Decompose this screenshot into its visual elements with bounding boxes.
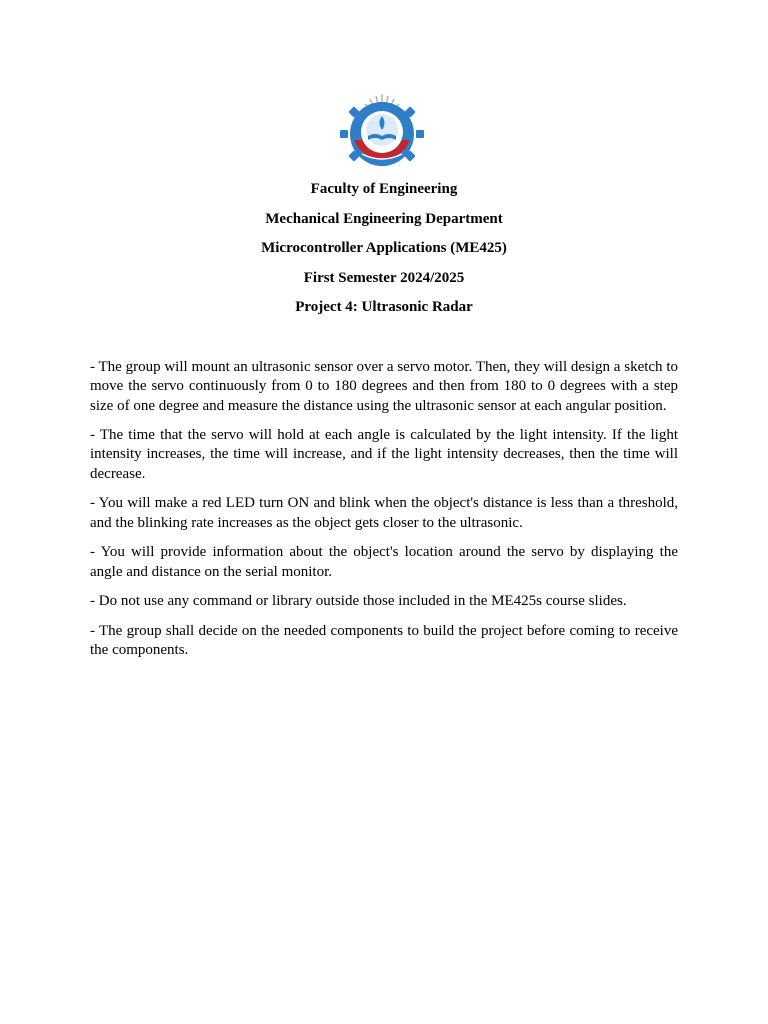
paragraph-hold-time: - The time that the servo will hold at each angle is calculated by the light intensity. If the light intensity increases, the time will increase, and if the light intensity decreases, then the time will decrease. xyxy=(90,427,678,482)
project-title: Project 4: Ultrasonic Radar xyxy=(295,299,473,316)
document-header xyxy=(0,180,768,328)
paragraph-sensor-mount: - The group will mount an ultrasonic sensor over a servo motor. Then, they will design a sketch to move the servo continuously from 0 to 180 degrees and then from 180 to 0 degrees with a step size of one degree and measure the distance using the ultrasonic sensor at each angular position. xyxy=(90,359,678,414)
project-description xyxy=(90,358,678,671)
department-title: Mechanical Engineering Department xyxy=(265,210,503,227)
course-title: Microcontroller Applications (ME425) xyxy=(261,240,507,257)
faculty-title: Faculty of Engineering xyxy=(310,181,458,197)
paragraph-serial-monitor: - You will provide information about the object's location around the servo by displaying the angle and distance on the serial monitor. xyxy=(90,544,678,580)
paragraph-led: - You will make a red LED turn ON and blink when the object's distance is less than a threshold, and the blinking rate increases as the object gets closer to the ultrasonic. xyxy=(90,495,678,531)
paragraph-components: - The group shall decide on the needed components to build the project before coming to receive the components. xyxy=(90,622,678,659)
paragraph-library-rule: - Do not use any command or library outside those included in the ME425s course slides. xyxy=(90,593,627,610)
semester-title: First Semester 2024/2025 xyxy=(303,269,465,286)
university-emblem-icon xyxy=(332,92,432,170)
